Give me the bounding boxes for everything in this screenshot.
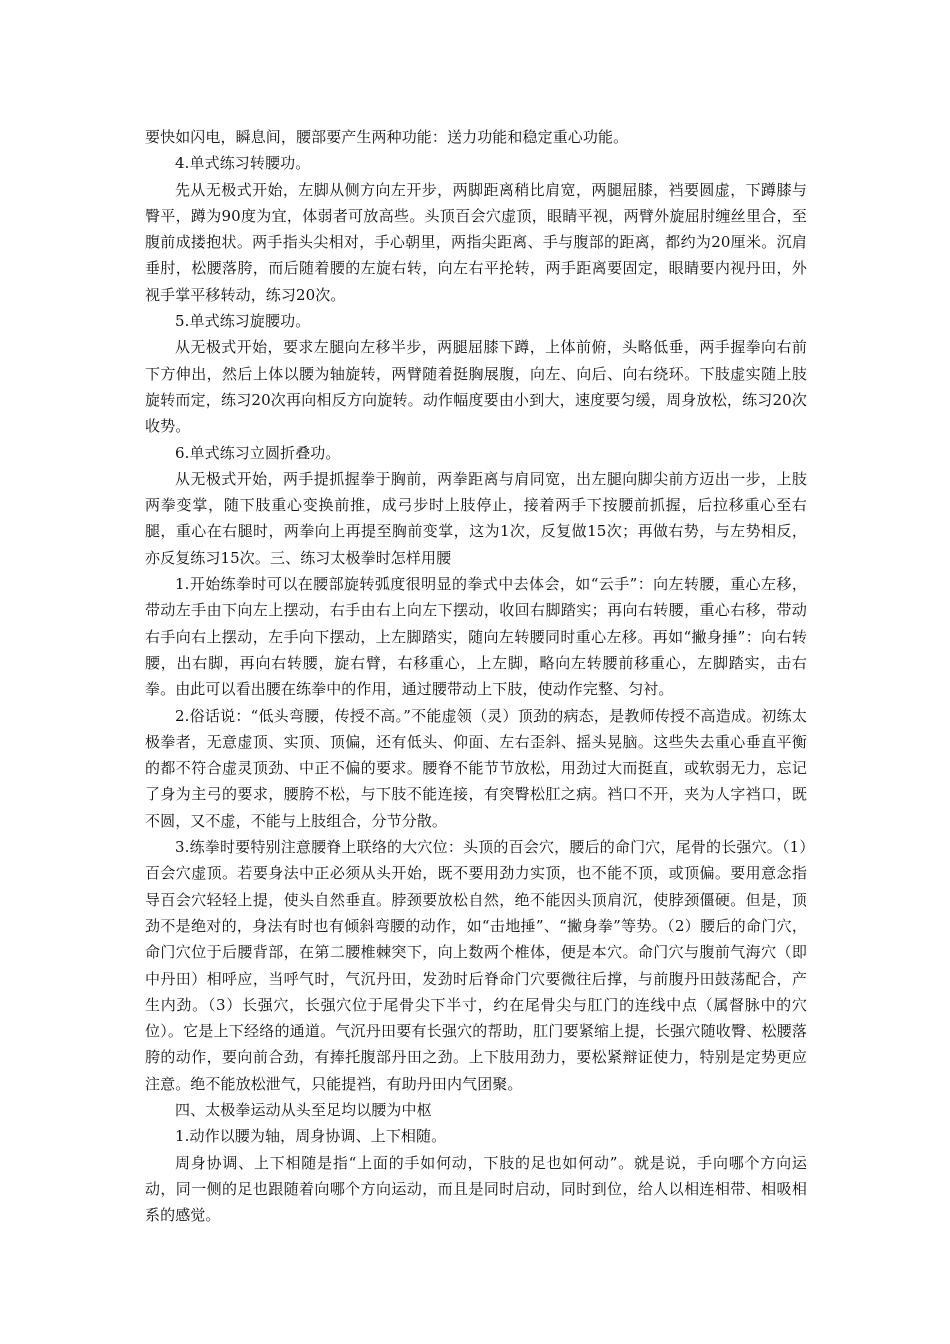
paragraph: 周身协调、上下相随是指“上面的手如何动，下肢的足也如何动”。就是说，手向哪个方向运动，同一侧的足也跟随着向哪个方向运动，而且是同时启动，同时到位，给人以相连相带、相吸相系的感觉。 <box>145 1153 807 1225</box>
section-heading: 6.单式练习立圆折叠功。 <box>175 443 341 462</box>
paragraph: 先从无极式开始，左脚从侧方向左开步，两脚距离稍比肩宽，两腿屈膝，裆要圆虚，下蹲膝与臀平，蹲为90度为宜，体弱者可放高些。头顶百会穴虚顶，眼睛平视，两臂外旋屈肘缠丝里合，至腹前成搂抱状。两手指头尖相对，手心朝里，两指尖距离、手与腹部的距离，都约为20厘米。沉肩垂肘，松腰落胯，而后随着腰的左旋右转，向左右平抡转，两手距离要固定，眼睛要内视丹田，外视手掌平移转动，练习20次。 <box>145 180 807 304</box>
paragraph: 从无极式开始，两手提抓握拳于胸前，两拳距离与肩同宽，出左腿向脚尖前方迈出一步，上肢两拳变掌，随下肢重心变换前推，成弓步时上肢停止，接着两手下按腰前抓握，后拉移重心至右腿，重心在右腿时，两拳向上再提至胸前变掌，这为1次，反复做15次；再做右势，与左势相反，亦反复练习15次。三、练习太极拳时怎样用腰 <box>145 469 807 567</box>
paragraph: 要快如闪电，瞬息间，腰部要产生两种功能：送力功能和稳定重心功能。 <box>145 128 629 146</box>
paragraph: 2.俗话说：“低头弯腰，传授不高。”不能虚领（灵）顶劲的病态，是教师传授不高造成。初练太极拳者，无意虚顶、实顶、顶偏，还有低头、仰面、左右歪斜、摇头晃脑。这些失去重心垂直平衡的都不符合虚灵顶劲、中正不偏的要求。腰脊不能节节放松，用劲过大而挺直，或软弱无力，忘记了身为主弓的要求，腰胯不松，与下肢不能连接，有突臀松肛之病。裆口不开，夹为人字裆口，既不圆，又不虚，不能与上肢组合，分节分散。 <box>145 706 807 830</box>
section-heading: 5.单式练习旋腰功。 <box>175 312 311 331</box>
paragraph: 从无极式开始，要求左腿向左移半步，两腿屈膝下蹲，上体前俯，头略低垂，两手握拳向右前下方伸出，然后上体以腰为轴旋转，两臂随着挺胸展腹，向左、向后、向右绕环。下肢虚实随上肢旋转而定，练习20次再向相反方向旋转。动作幅度要由小到大，速度要匀缓，周身放松，练习20次收势。 <box>145 338 807 436</box>
section-heading: 四、太极拳运动从头至足均以腰为中枢 <box>175 1100 432 1119</box>
document-body <box>145 124 807 1228</box>
section-heading: 1.动作以腰为轴，周身协调、上下相随。 <box>175 1127 447 1146</box>
paragraph: 1.开始练拳时可以在腰部旋转弧度很明显的拳式中去体会，如“云手”：向左转腰，重心左移，带动左手由下向左上摆动，右手由右上向左下摆动，收回右脚踏实；再向右转腰，重心右移，带动右手向右上摆动，左手向下摆动，上左脚踏实，随向左转腰同时重心左移。再如“撇身捶”：向右转腰，出右脚，再向右转腰，旋右臂，右移重心，上左脚，略向左转腰前移重心，左脚踏实，击右拳。由此可以看出腰在练拳中的作用，通过腰带动上下肢，使动作完整、匀衬。 <box>145 575 807 699</box>
section-heading: 4.单式练习转腰功。 <box>175 154 311 173</box>
paragraph: 3.练拳时要特别注意腰脊上联络的大穴位：头顶的百会穴，腰后的命门穴，尾骨的长强穴。（1）百会穴虚顶。若要身法中正必须从头开始，既不要用劲力实顶，也不能不顶，或顶偏。要用意念指导百会穴轻轻上提，使头自然垂直。脖颈要放松自然，绝不能因头顶肩沉，使脖颈僵硬。但是，顶劲不是绝对的，身法有时也有倾斜弯腰的动作，如“击地捶”、“撇身拳”等势。（2）腰后的命门穴，命门穴位于后腰背部，在第二腰椎棘突下，向上数两个椎体，便是本穴。命门穴与腹前气海穴（即中丹田）相呼应，当呼气时，气沉丹田，发劲时后脊命门穴要微往后撑，与前腹丹田鼓荡配合，产生内劲。（3）长强穴，长强穴位于尾骨尖下半寸，约在尾骨尖与肛门的连线中点（属督脉中的穴位）。它是上下经络的通道。气沉丹田要有长强穴的帮助，肛门要紧缩上提，长强穴随收臀、松腰落胯的动作，要向前合劲，有捧托腹部丹田之劲。上下肢用劲力，要松紧辩证使力，特别是定势更应注意。绝不能放松泄气，只能提裆，有助丹田内气团聚。 <box>145 838 807 1093</box>
